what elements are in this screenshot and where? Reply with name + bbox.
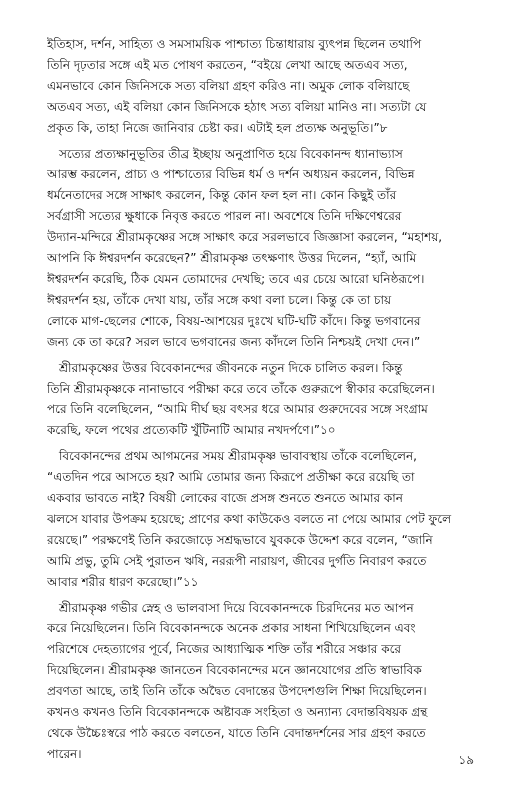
text-line: পরিশেষে দেহত্যাগের পূর্বে, নিজের আধ্যাত্মিক শক্তি তাঁর শরীরে সঞ্চার করে (47, 642, 402, 657)
paragraph-1 (47, 34, 478, 139)
text-line: ধর্মনেতাদের সঙ্গে সাক্ষাৎ করলেন, কিন্তু কোন ফল হল না। কোন কিছুই তাঁর (47, 188, 397, 203)
text-line: অতএব সত্য, এই বলিয়া কোন জিনিসকে হঠাৎ সত্য বলিয়া মানিও না। সত্যটা যে (47, 99, 427, 114)
text-line: আরম্ভ করলেন, প্রাচ্য ও পাশ্চাত্যের বিভিন্ন ধর্ম ও দর্শন অধ্যয়ন করলেন, বিভিন্ন (47, 167, 415, 182)
text-line: কখনও কখনও তিনি বিবেকানন্দকে অষ্টাবক্র সংহিতা ও অন্যান্য বেদান্তবিষয়ক গ্রন্থ (47, 705, 428, 720)
text-line: এমনভাবে কোন জিনিসকে সত্য বলিয়া গ্রহণ করিও না। অমুক লোক বলিয়াছে (47, 78, 410, 93)
text-line: বিবেকানন্দের প্রথম আগমনের সময় শ্রীরামকৃষ্ণ ভাবাবস্থায় তাঁকে বলেছিলেন, (59, 449, 417, 464)
text-line: একবার ভাবতে নাই? বিষয়ী লোকের বাজে প্রসঙ্গ শুনতে শুনতে আমার কান (47, 491, 403, 506)
text-line: ঈশ্বরদর্শন হয়, তাঁকে দেখা যায়, তাঁর সঙ্গে কথা বলা চলে। কিন্তু কে তা চায় (47, 292, 392, 307)
text-line: তিনি শ্রীরামকৃষ্ণকে নানাভাবে পরীক্ষা করে তবে তাঁকে গুরুরূপে স্বীকার করেছিলেন। (47, 381, 435, 396)
text-line: শ্রীরামকৃষ্ণ গভীর স্নেহ ও ভালবাসা দিয়ে বিবেকানন্দকে চিরদিনের মত আপন (59, 600, 414, 615)
text-line: ঈশ্বরদর্শন করেছি, ঠিক যেমন তোমাদের দেখছি; তবে এর চেয়ে আরো ঘনিষ্ঠরূপে। (47, 271, 425, 286)
text-line: তিনি দৃঢ়তার সঙ্গে এই মত পোষণ করতেন, “বইয়ে লেখা আছে অতএব সত্য, (47, 57, 408, 72)
text-line: প্রবণতা আছে, তাই তিনি তাঁকে অদ্বৈত বেদান্তের উপদেশগুলি শিক্ষা দিয়েছিলেন। (47, 684, 427, 699)
text-line: পরে তিনি বলেছিলেন, “আমি দীর্ঘ ছয় বৎসর ধরে আমার গুরুদেবের সঙ্গে সংগ্রাম (47, 402, 428, 417)
text-line: আবার শরীর ধারণ করেছো।”১১ (47, 574, 199, 589)
text-line: দিয়েছিলেন। শ্রীরামকৃষ্ণ জানতেন বিবেকানন্দের মনে জ্ঞানযোগের প্রতি স্বাভাবিক (47, 663, 422, 678)
text-line: থেকে উচ্চৈঃস্বরে পাঠ করতে বলতেন, যাতে তিনি বেদান্তদর্শনের সার গ্রহণ করতে (47, 726, 426, 740)
paragraph-5 (47, 598, 478, 765)
text-line: সত্যের প্রত্যক্ষানুভূতির তীব্র ইচ্ছায় অনুপ্রাণিত হয়ে বিবেকানন্দ ধ্যানাভ্যাস (59, 146, 403, 161)
text-line: “এতদিন পরে আসতে হয়? আমি তোমার জন্য কিরূপে প্রতীক্ষা করে রয়েছি তা (47, 470, 415, 485)
text-line: পারেন। (47, 746, 82, 761)
page-number: ১৯ (458, 753, 474, 767)
text-line: রয়েছে।” পরক্ষণেই তিনি করজোড়ে সশ্রদ্ধভাবে যুবককে উদ্দেশ করে বলেন, “জানি (47, 532, 433, 547)
paragraph-2 (47, 144, 478, 353)
text-line: আমি প্রভু, তুমি সেই পুরাতন ঋষি, নররূপী নারায়ণ, জীবের দুর্গতি নিবারণ করতে (47, 553, 427, 568)
text-line: প্রকৃত কি, তাহা নিজে জানিবার চেষ্টা কর। এটাই হল প্রত্যক্ষ অনুভূতি।”৮ (47, 120, 388, 135)
paragraph-3 (47, 358, 478, 442)
paragraph-4 (47, 446, 478, 592)
text-line: আপনি কি ঈশ্বরদর্শন করেছেন?” শ্রীরামকৃষ্ণ তৎক্ষণাৎ উত্তর দিলেন, “হ্যাঁ, আমি (47, 251, 417, 266)
text-line: সর্বগ্রাসী সত্যের ক্ষুধাকে নিবৃত্ত করতে পারল না। অবশেষে তিনি দক্ষিণেশ্বরের (47, 209, 402, 224)
text-line: করে নিয়েছিলেন। তিনি বিবেকানন্দকে অনেক প্রকার সাধনা শিখিয়েছিলেন এবং (47, 621, 416, 636)
text-line: শ্রীরামকৃষ্ণের উত্তর বিবেকানন্দের জীবনকে নতুন দিকে চালিত করল। কিন্তু (59, 360, 403, 375)
text-line: ইতিহাস, দর্শন, সাহিত্য ও সমসাময়িক পাশ্চাত্য চিন্তাধারায় ব্যুৎপন্ন ছিলেন তথাপি (47, 37, 422, 51)
text-line: জন্য কে তা করে? সরল ভাবে ভগবানের জন্য কাঁদলে তিনি নিশ্চয়ই দেখা দেন।” (47, 334, 421, 349)
text-line: ঝলসে যাবার উপক্রম হয়েছে; প্রাণের কথা কাউকেও বলতে না পেয়ে আমার পেট ফুলে (47, 511, 452, 526)
text-line: করেছি, ফলে পথের প্রত্যেকটি খুঁটিনাটি আমার নখদর্পণে।”১০ (47, 423, 336, 438)
text-line: উদ্যান-মন্দিরে শ্রীরামকৃষ্ণের সঙ্গে সাক্ষাৎ করে সরলভাবে জিজ্ঞাসা করলেন, “মহাশয়, (47, 230, 443, 245)
text-line: লোকে মাগ-ছেলের শোকে, বিষয়-আশয়ের দুঃখে ঘটি-ঘটি কাঁদে। কিন্তু ভগবানের (47, 313, 421, 328)
